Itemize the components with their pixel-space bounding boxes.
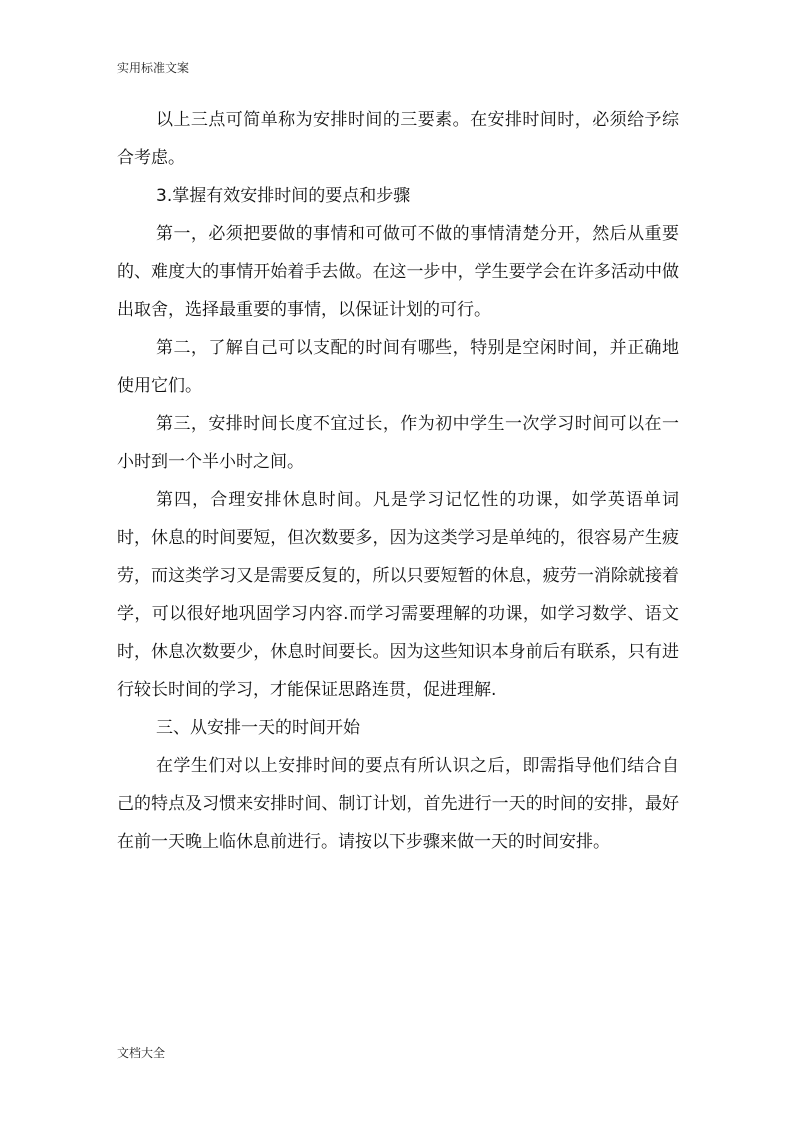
paragraph-step-one: 第一，必须把要做的事情和可做可不做的事情清楚分开，然后从重要的、难度大的事情开始着手去做。在这一步中，学生要学会在许多活动中做出取舍，选择最重要的事情，以保证计划的可行。 — [117, 224, 679, 320]
paragraph-step-three: 第三，安排时间长度不宜过长，作为初中学生一次学习时间可以在一小时到一个半小时之间。 — [117, 414, 679, 472]
section-heading-daily-schedule: 三、从安排一天的时间开始 — [156, 718, 360, 738]
paragraph-step-four: 第四，合理安排休息时间。凡是学习记忆性的功课，如学英语单词时，休息的时间要短，但次数要多，因为这类学习是单纯的，很容易产生疲劳，而这类学习又是需要反复的，所以只要短暂的休息，疲劳一消除就接着学，可以很好地巩固学习内容.而学习需要理解的功课，如学习数学、语文时，休息次数要少，休息时间要长。因为这些知识本身前后有联系，只有进行较长时间的学习，才能保证思路连贯，促进理解. — [117, 490, 679, 700]
page-footer: 文档大全 — [117, 1046, 166, 1060]
page-header: 实用标准文案 — [117, 61, 190, 75]
paragraph-step-two: 第二，了解自己可以支配的时间有哪些，特别是空闲时间，并正确地使用它们。 — [117, 338, 679, 396]
paragraph-three-elements-summary: 以上三点可简单称为安排时间的三要素。在安排时间时，必须给予综合考虑。 — [117, 110, 679, 168]
document-body — [117, 101, 679, 861]
section-heading-key-points: 3.掌握有效安排时间的要点和步骤 — [156, 186, 411, 206]
paragraph-daily-schedule-intro: 在学生们对以上安排时间的要点有所认识之后，即需指导他们结合自己的特点及习惯来安排时间、制订计划，首先进行一天的时间的安排，最好在前一天晚上临休息前进行。请按以下步骤来做一天的时间安排。 — [117, 756, 679, 852]
